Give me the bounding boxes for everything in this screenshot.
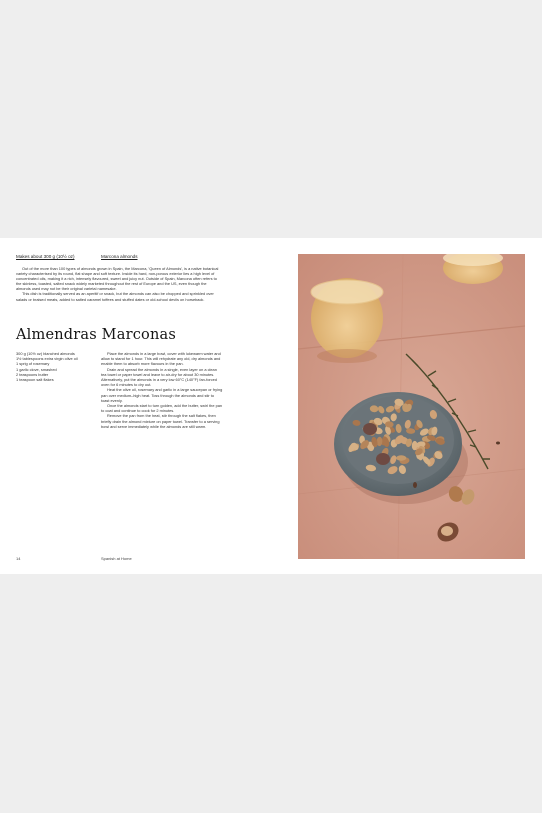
garlic-clove (376, 453, 390, 465)
ingredient-item: 1 sprig of rosemary (16, 361, 50, 367)
ingredient-item: 1 garlic clove, smashed (16, 366, 57, 372)
yield-label: Makes about 300 g (10½ oz) (16, 254, 75, 259)
method-step: Place the almonds in a large bowl, cover with lukewarm water and allow to stand for 1 hour. This will rehydrate any old, dry almonds and enable them to absorb more flavours in the pan. (101, 351, 221, 367)
book-spread (0, 238, 542, 574)
recipe-title: Almendras Marconas (16, 327, 176, 343)
method-step: Drain and spread the almonds in a single, even layer on a clean tea towel or paper towel and leave to air-dry for about 30 minutes. Alternatively, put the almonds in a very low 60°C (140°F) fan-forced oven for 6 minutes to dry out. (101, 366, 217, 388)
ingredient-item: 300 g (10½ oz) blanched almonds (16, 351, 75, 356)
running-footer: Spanish at Home (101, 556, 132, 561)
right-page (271, 238, 542, 574)
photo-illustration (298, 254, 525, 559)
almond (396, 455, 406, 460)
almonds-photo (298, 254, 525, 559)
ingredient-item: 1½ tablespoons extra virgin olive oil (16, 356, 78, 362)
page-number: 14 (16, 556, 21, 561)
ingredient-item: 2 teaspoons butter (16, 371, 49, 377)
intro-paragraph: This dish is traditionally served as an aperitif or snack, but the almonds can also be chopped and sprinkled over salads or braised meats, added to salted caramel toffees and stuffed dates or old-school devils on horseback. (16, 291, 214, 302)
method-step: Remove the pan from the heat, stir through the salt flakes, then briefly drain the almond mixture on paper towel. Transfer to a serving bowl and serve immediately while the almonds are still warm. (101, 413, 220, 429)
ingredients-list (16, 351, 88, 382)
method-step: Once the almonds start to turn golden, add the butter, swirl the pan to coat and continue to cook for 2 minutes. (101, 403, 223, 414)
method-step: Heat the olive oil, rosemary and garlic in a large saucepan or frying pan over medium–high heat. Toss through the almonds and stir to toast evenly. (101, 387, 223, 403)
garlic-clove (363, 423, 377, 435)
intro-paragraph: Out of the more than 100 types of almonds grown in Spain, the Marcona, 'Queen of Almonds', is a native botanical variety characterised by its round, flat shape and soft texture. Inside its hard, non-porous exterior lies a high level of concentrated oils, making it a rich, intensely flavoured, sweet and juicy nut. Outside of Spain, Marcona often refers to the skinless, toasted, salted snack widely marketed throughout the rest of Europe and the US, even though the almonds used may not be their original varietal namesake. (16, 266, 219, 292)
ingredient-item: 1 teaspoon salt flakes (16, 377, 54, 383)
method-text (101, 351, 223, 429)
left-page (0, 238, 271, 574)
intro-text (16, 266, 221, 302)
section-label: Marcona almonds (101, 254, 138, 259)
